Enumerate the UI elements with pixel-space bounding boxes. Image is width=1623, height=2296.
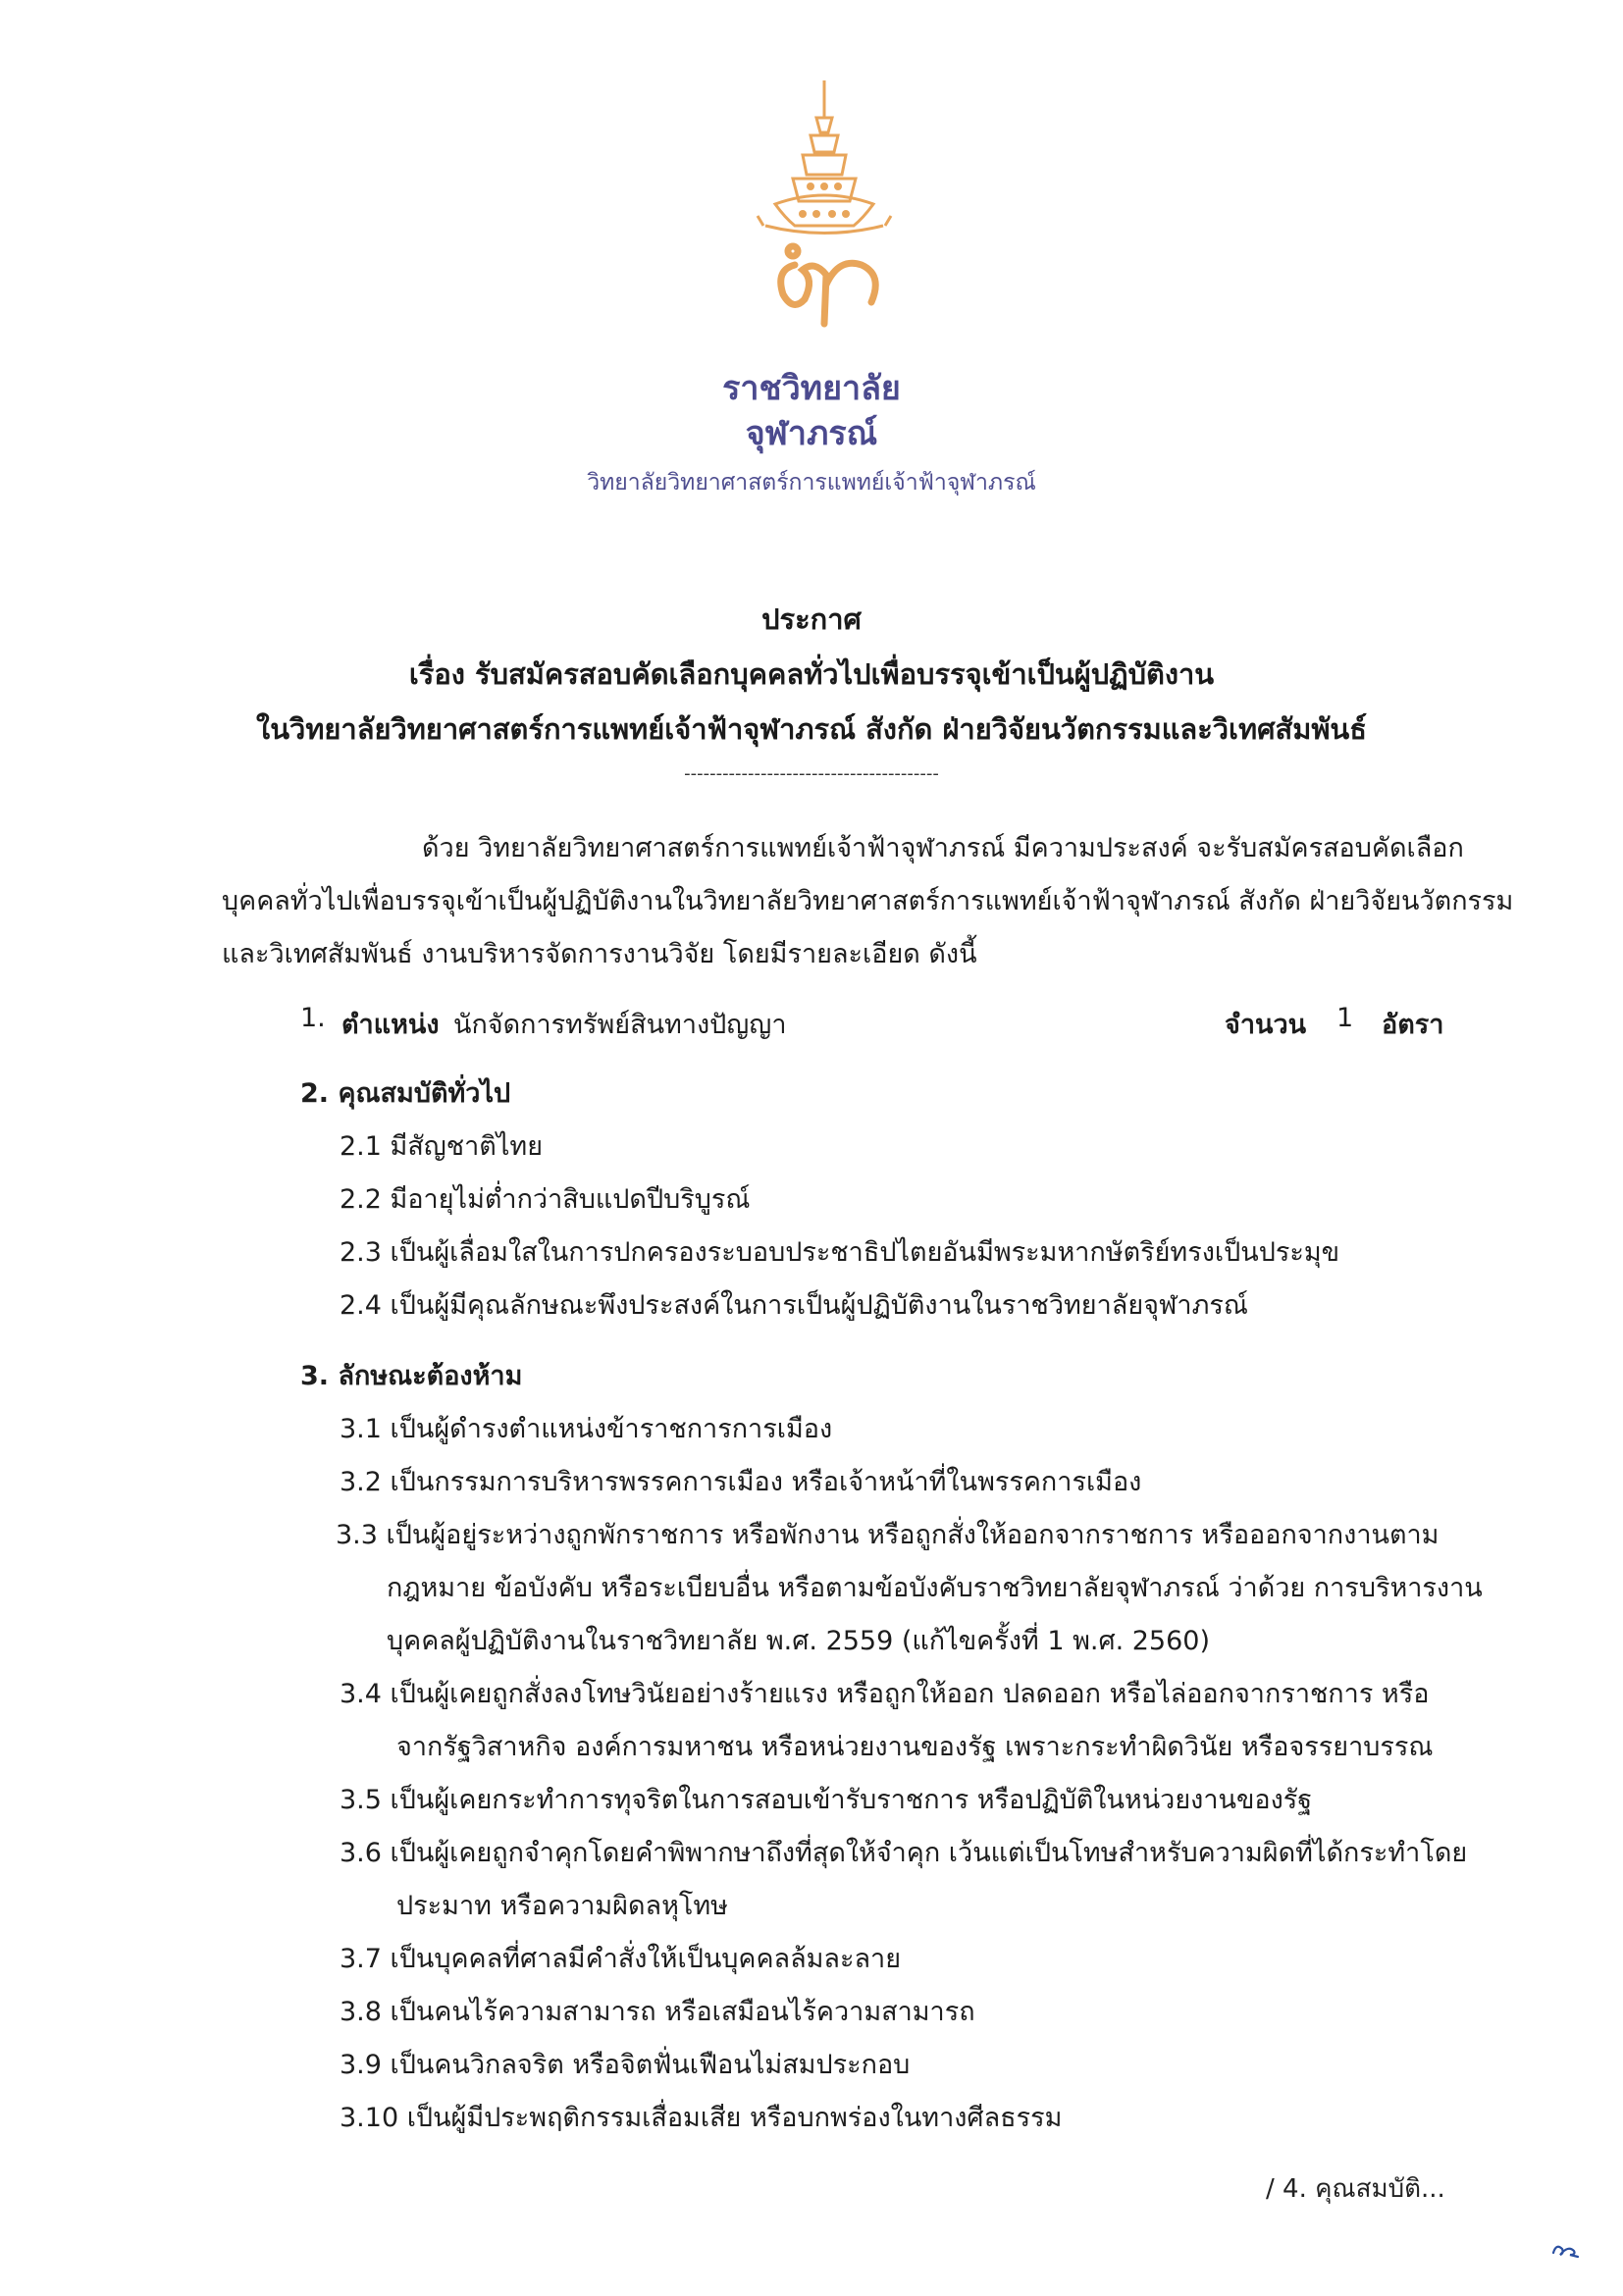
list-item: 3.9 เป็นคนวิกลจริต หรือจิตฟั่นเฟือนไม่สมประกอบ — [340, 2050, 911, 2080]
list-item: 2.1 มีสัญชาติไทย — [340, 1131, 544, 1162]
continuation-note: / 4. คุณสมบัติ... — [1266, 2174, 1445, 2204]
announcement-subject-line2: ในวิทยาลัยวิทยาศาสตร์การแพทย์เจ้าฟ้าจุฬาภรณ์ สังกัด ฝ่ายวิจัยนวัตกรรมและวิเทศสัมพันธ์ — [256, 712, 1367, 746]
section1-position: นักจัดการทรัพย์สินทางปัญญา — [453, 1010, 787, 1040]
section1-label: ตำแหน่ง — [341, 1010, 440, 1040]
list-item: 3.1 เป็นผู้ดำรงตำแหน่งข้าราชการการเมือง — [340, 1414, 833, 1444]
announcement-title: ประกาศ — [761, 602, 862, 636]
section2-heading: 2. คุณสมบัติทั่วไป — [300, 1078, 511, 1109]
list-item: 3.3 เป็นผู้อยู่ระหว่างถูกพักราชการ หรือพักงาน หรือถูกสั่งให้ออกจากราชการ หรือออกจากงานตาม — [336, 1520, 1440, 1550]
list-item: 3.10 เป็นผู้มีประพฤติกรรมเสื่อมเสีย หรือบกพร่องในทางศีลธรรม — [340, 2103, 1063, 2133]
list-item: 3.4 เป็นผู้เคยถูกสั่งลงโทษวินัยอย่างร้ายแรง หรือถูกให้ออก ปลดออก หรือไล่ออกจากราชการ หรือ — [340, 1679, 1430, 1709]
section1-number: 1. — [300, 1003, 326, 1033]
section1-unit: อัตรา — [1382, 1010, 1444, 1040]
announcement-subject-line1: เรื่อง รับสมัครสอบคัดเลือกบุคคลทั่วไปเพื่อบรรจุเข้าเป็นผู้ปฏิบัติงาน — [408, 657, 1215, 691]
intro-line: บุคคลทั่วไปเพื่อบรรจุเข้าเป็นผู้ปฏิบัติงานในวิทยาลัยวิทยาศาสตร์การแพทย์เจ้าฟ้าจุฬาภรณ์ สังกัด ฝ่ายวิจัยนวัตกรรม — [222, 886, 1514, 916]
list-item: 3.6 เป็นผู้เคยถูกจำคุกโดยคำพิพากษาถึงที่สุดให้จำคุก เว้นแต่เป็นโทษสำหรับความผิดที่ได้กระทำโดย — [340, 1838, 1468, 1868]
institution-name-line1: ราชวิทยาลัย — [722, 369, 901, 408]
list-item: 3.7 เป็นบุคคลที่ศาลมีคำสั่งให้เป็นบุคคลล้มละลาย — [340, 1944, 902, 1974]
institution-name-line2: จุฬาภรณ์ — [745, 414, 878, 453]
list-item: 2.2 มีอายุไม่ต่ำกว่าสิบแปดปีบริบูรณ์ — [340, 1184, 751, 1215]
list-item-continuation: ประมาท หรือความผิดลหุโทษ — [396, 1891, 728, 1921]
college-emblem-logo — [756, 78, 893, 334]
list-item-continuation: กฎหมาย ข้อบังคับ หรือระเบียบอื่น หรือตามข้อบังคับราชวิทยาลัยจุฬาภรณ์ ว่าด้วย การบริหารงาน — [387, 1573, 1483, 1603]
section1-count-label: จำนวน — [1225, 1010, 1307, 1040]
list-item-continuation: จากรัฐวิสาหกิจ องค์การมหาชน หรือหน่วยงานของรัฐ เพราะกระทำผิดวินัย หรือจรรยาบรรณ — [396, 1732, 1434, 1762]
intro-line: ด้วย วิทยาลัยวิทยาศาสตร์การแพทย์เจ้าฟ้าจุฬาภรณ์ มีความประสงค์ จะรับสมัครสอบคัดเลือก — [422, 833, 1464, 863]
list-item-continuation: บุคคลผู้ปฏิบัติงานในราชวิทยาลัย พ.ศ. 2559 (แก้ไขครั้งที่ 1 พ.ศ. 2560) — [387, 1626, 1211, 1656]
list-item: 2.3 เป็นผู้เลื่อมใสในการปกครองระบอบประชาธิปไตยอันมีพระมหากษัตริย์ทรงเป็นประมุข — [340, 1237, 1340, 1268]
intro-line: และวิเทศสัมพันธ์ งานบริหารจัดการงานวิจัย โดยมีรายละเอียด ดังนี้ — [222, 939, 977, 969]
section1-count: 1 — [1336, 1003, 1354, 1033]
list-item: 3.8 เป็นคนไร้ความสามารถ หรือเสมือนไร้ความสามารถ — [340, 1997, 975, 2027]
section3-heading: 3. ลักษณะต้องห้าม — [300, 1361, 523, 1391]
handwritten-page-number — [1550, 2239, 1580, 2263]
heading-divider: ---------------------------------------- — [684, 763, 939, 784]
list-item: 2.4 เป็นผู้มีคุณลักษณะพึงประสงค์ในการเป็นผู้ปฏิบัติงานในราชวิทยาลัยจุฬาภรณ์ — [340, 1290, 1248, 1321]
list-item: 3.5 เป็นผู้เคยกระทำการทุจริตในการสอบเข้ารับราชการ หรือปฏิบัติในหน่วยงานของรัฐ — [340, 1785, 1313, 1815]
list-item: 3.2 เป็นกรรมการบริหารพรรคการเมือง หรือเจ้าหน้าที่ในพรรคการเมือง — [340, 1467, 1142, 1497]
institution-subtitle: วิทยาลัยวิทยาศาสตร์การแพทย์เจ้าฟ้าจุฬาภรณ์ — [587, 470, 1036, 496]
